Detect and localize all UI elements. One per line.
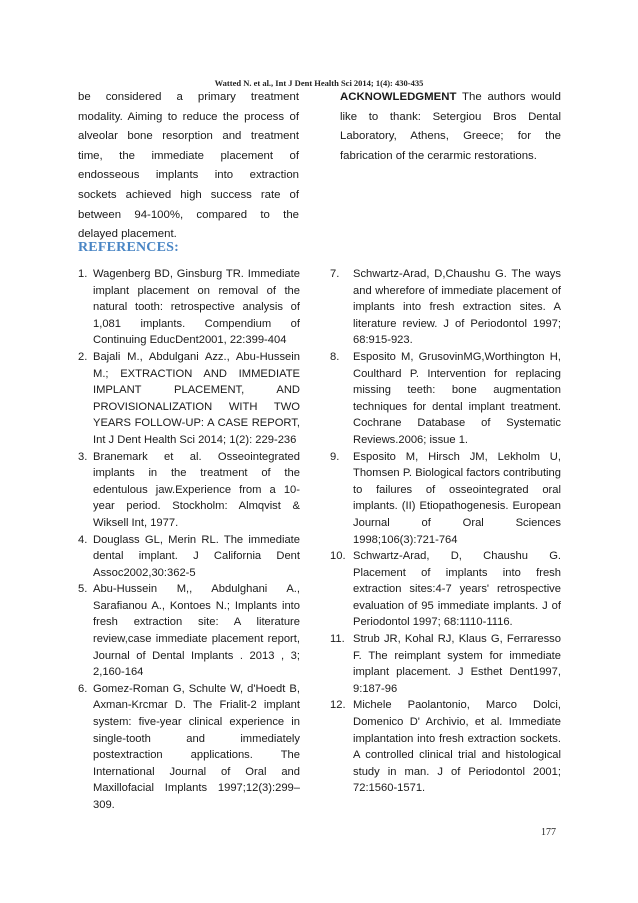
reference-text: Bajali M., Abdulgani Azz., Abu-Hussein M.; EXTRACTION AND IMMEDIATE IMPLANT PLACEMENT, AND PROVISIONALIZATION WITH TWO YEARS FOLLOW-UP: A CASE REPORT, Int J Dent Health Sci 2014; 1(2): 229-236 <box>93 350 300 446</box>
reference-item <box>330 449 561 549</box>
reference-number: 6. <box>78 682 88 695</box>
acknowledgment-title: ACKNOWLEDGMENT <box>340 91 457 103</box>
reference-number: 8. <box>330 350 340 363</box>
reference-item <box>330 697 561 797</box>
reference-number: 2. <box>78 350 88 363</box>
references-list-left <box>78 266 300 814</box>
reference-number: 1. <box>78 268 88 280</box>
references-heading: REFERENCES: <box>78 240 179 255</box>
reference-item <box>78 266 300 349</box>
reference-text: Michele Paolantonio, Marco Dolci, Domenico D' Archivio, et al. Immediate implantation into fresh extraction sockets. A controlled clinical trial and histological study in man. J of Periodontol 2001; 72:1560-1571. <box>353 699 561 795</box>
references-list-right <box>330 266 561 797</box>
reference-item <box>330 631 561 697</box>
reference-number: 7. <box>330 268 340 280</box>
reference-text: Abu-Hussein M,, Abdulghani A., Sarafianou A., Kontoes N.; Implants into fresh extraction site: A literature review,case immediate placement report, Journal of Dental Implants . 2013 , 3; 2,160-164 <box>93 583 300 679</box>
acknowledgment-paragraph <box>340 88 561 166</box>
reference-text: Esposito M, Hirsch JM, Lekholm U, Thomsen P. Biological factors contributing to failures of osseointegrated oral implants. (II) Etiopathogenesis. European Journal of Oral Sciences 1998;106(3):721-764 <box>353 450 561 546</box>
acknowledgment-text: The authors would like to thank: Setergiou Bros Dental Laboratory, Athens, Greece; for the fabrication of the cerarmic restorations. <box>340 91 561 162</box>
reference-number: 11. <box>330 633 345 646</box>
reference-number: 3. <box>78 450 88 463</box>
reference-text: Douglass GL, Merin RL. The immediate dental implant. J California Dent Assoc2002,30:362-5 <box>93 533 300 579</box>
reference-text: Wagenberg BD, Ginsburg TR. Immediate implant placement on removal of the natural tooth: retrospective analysis of 1,081 implants. Compendium of Continuing EducDent2001, 22:399-404 <box>93 268 300 347</box>
reference-item <box>78 681 300 814</box>
reference-number: 4. <box>78 533 88 546</box>
reference-number: 10. <box>330 550 346 563</box>
reference-item <box>78 532 300 582</box>
reference-item <box>330 349 561 449</box>
reference-text: Strub JR, Kohal RJ, Klaus G, Ferraresso F. The reimplant system for immediate implant placement. J Esthet Dent1997, 9:187-96 <box>353 633 561 695</box>
page-number: 177 <box>541 827 556 838</box>
reference-item <box>78 581 300 681</box>
reference-item <box>330 266 561 349</box>
reference-text: Schwartz-Arad, D, Chaushu G. Placement of implants into fresh extraction sites:4-7 years' retrospective evaluation of 95 immediate implants. J of Periodontol 1997; 68:1110-1116. <box>353 550 561 629</box>
reference-number: 9. <box>330 450 340 463</box>
reference-item <box>78 449 300 532</box>
reference-text: Schwartz-Arad, D,Chaushu G. The ways and wherefore of immediate placement of implants into fresh extraction sites. A literature review. J of Periodontol 1997; 68:915-923. <box>353 268 561 347</box>
reference-text: Gomez-Roman G, Schulte W, d'Hoedt B, Axman-Krcmar D. The Frialit-2 implant system: five-year clinical experience in single-tooth and immediately postextraction applications. The International Journal of Oral and Maxillofacial Implants 1997;12(3):299–309. <box>93 682 300 811</box>
reference-number: 12. <box>330 699 346 712</box>
reference-text: Branemark et al. Osseointegrated implants in the treatment of the edentulous jaw.Experience from a 10-year period. Stockholm: Almqvist & Wiksell Int, 1977. <box>93 450 300 529</box>
reference-number: 5. <box>78 583 88 596</box>
reference-item <box>330 548 561 631</box>
running-header: Watted N. et al., Int J Dent Health Sci 2014; 1(4): 430-435 <box>214 78 424 88</box>
reference-item <box>78 349 300 449</box>
reference-text: Esposito M, GrusovinMG,Worthington H, Coulthard P. Intervention for replacing missing teeth: bone augmentation techniques for dental implant treatment. Cochrane Database of Systematic Reviews.2006; issue 1. <box>353 350 561 446</box>
body-paragraph-left: be considered a primary treatment modality. Aiming to reduce the process of alveolar bone resorption and treatment time, the immediate placement of endosseous implants into extraction sockets achieved high success rate of between 94-100%, compared to the delayed placement. <box>78 91 299 241</box>
